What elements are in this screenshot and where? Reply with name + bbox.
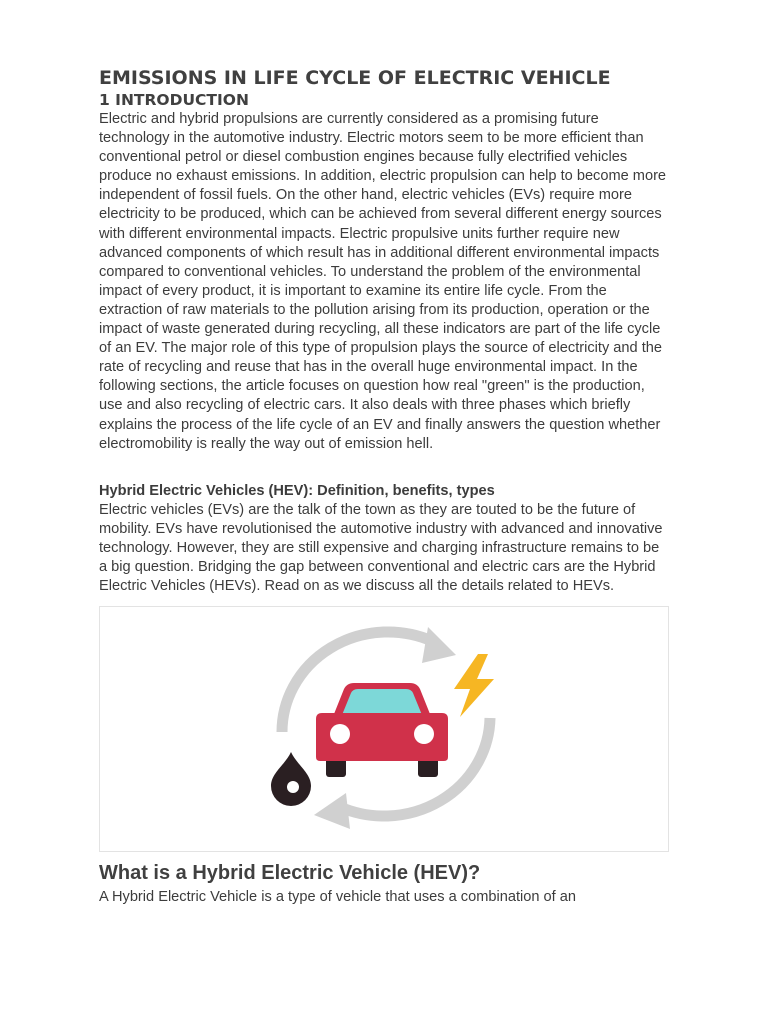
car-headlight-right	[414, 724, 434, 744]
hev-paragraph: Electric vehicles (EVs) are the talk of the town as they are touted to be the future of mobility. EVs have revolutionised the automotive industry with advanced and innovative technology. However, they are still expensive and charging infrastructure remains to be a big question. Bridging the gap between conventional and electric cars are the Hybrid Electric Vehicles (HEVs). Read on as we discuss all the details related to HEVs.	[99, 501, 663, 595]
lightning-bolt-icon	[454, 654, 494, 717]
car-headlight-left	[330, 724, 350, 744]
arrow-head-bottom	[314, 793, 350, 829]
hybrid-illustration	[99, 606, 669, 852]
hev-heading: Hybrid Electric Vehicles (HEV): Definition, benefits, types	[99, 482, 495, 499]
hev-question-paragraph: A Hybrid Electric Vehicle is a type of vehicle that uses a combination of an	[99, 889, 576, 906]
intro-paragraph: Electric and hybrid propulsions are currently considered as a promising future technology in the automotive industry. Electric motors seem to be more efficient than conventional petrol or diesel combustion engines because fully electrified vehicles produce no exhaust emissions. In addition, electric propulsion can help to become more independent of fossil fuels. On the other hand, electric vehicles (EVs) require more electricity to be produced, which can be achieved from several different energy sources with different environmental impacts. Electric propulsive units further require new advanced components of which result has in additional different environmental impacts compared to conventional vehicles. To understand the problem of the environmental impact of every product, it is important to examine its entire life cycle. From the extraction of raw materials to the pollution arising from its production, operation or the impact of waste generated during recycling, all these indicators are part of the life cycle of an EV. The major role of this type of propulsion plays the source of electricity and the rate of recycling and reuse that has in the overall huge environmental impact. In the following sections, the article focuses on question how real "green" is the production, use and also recycling of electric cars. It also deals with three phases which briefly explains the process of the life cycle of an EV and finally answers the question whether electromobility is really the way out of emission hell.	[99, 111, 667, 452]
document-title: EMISSIONS IN LIFE CYCLE OF ELECTRIC VEHICLE	[99, 67, 611, 89]
car-icon	[316, 683, 448, 777]
document-page	[99, 66, 669, 907]
hev-question-heading: What is a Hybrid Electric Vehicle (HEV)?	[99, 862, 481, 885]
hybrid-cycle-graphic	[100, 607, 668, 851]
intro-heading: 1 INTRODUCTION	[99, 91, 249, 109]
fuel-drop-icon	[271, 752, 311, 806]
car-window	[342, 689, 422, 715]
arrow-head-top	[422, 627, 456, 663]
